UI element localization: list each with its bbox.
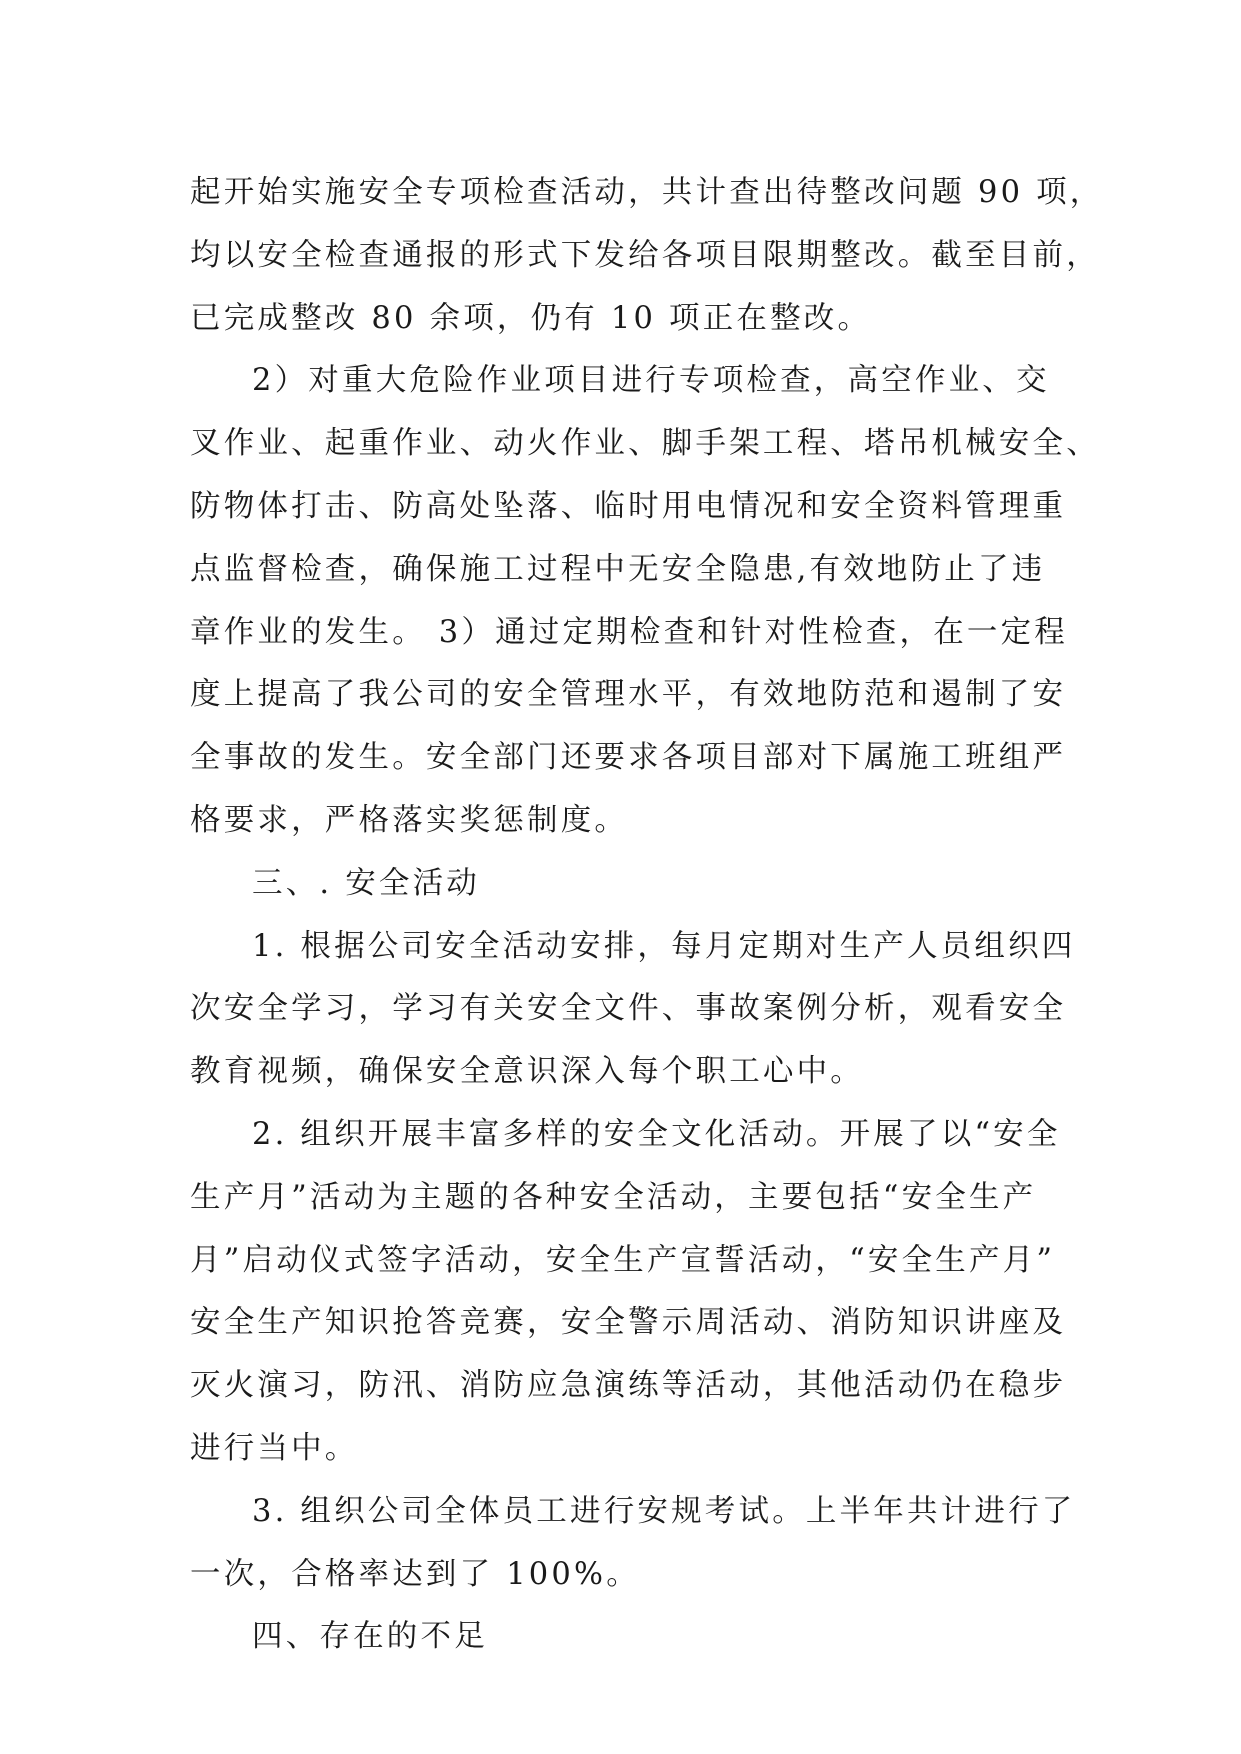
text-line: 生产月”活动为主题的各种安全活动，主要包括“安全生产 <box>190 1179 1037 1215</box>
text-line: 均以安全检查通报的形式下发给各项目限期整改。截至目前， <box>190 237 1100 273</box>
paragraph-start-line: 3. 组织公司全体员工进行安规考试。上半年共计进行了 <box>252 1493 1076 1529</box>
text-line: 灭火演习，防汛、消防应急演练等活动，其他活动仍在稳步 <box>190 1368 1067 1404</box>
document-body <box>190 162 1104 1669</box>
section-heading: 四、存在的不足 <box>252 1619 488 1655</box>
section-heading: 三、. 安全活动 <box>252 865 480 901</box>
text-line: 点监督检查，确保施工过程中无安全隐患,有效地防止了违 <box>190 551 1046 587</box>
text-line: 进行当中。 <box>190 1430 359 1466</box>
paragraph-start-line: 2）对重大危险作业项目进行专项检查，高空作业、交 <box>252 363 1050 399</box>
text-line: 安全生产知识抢答竞赛，安全警示周活动、消防知识讲座及 <box>190 1305 1067 1341</box>
paragraph-start-line: 2. 组织开展丰富多样的安全文化活动。开展了以“安全 <box>252 1116 1061 1152</box>
text-line: 防物体打击、防高处坠落、临时用电情况和安全资料管理重 <box>190 488 1067 524</box>
text-line: 全事故的发生。安全部门还要求各项目部对下属施工班组严 <box>190 740 1067 776</box>
text-line: 月”启动仪式签字活动，安全生产宣誓活动，“安全生产月” <box>190 1242 1056 1278</box>
text-line: 叉作业、起重作业、动火作业、脚手架工程、塔吊机械安全、 <box>190 426 1100 462</box>
text-line: 度上提高了我公司的安全管理水平，有效地防范和遏制了安 <box>190 677 1067 713</box>
text-line: 已完成整改 80 余项，仍有 10 项正在整改。 <box>190 300 872 336</box>
text-line: 起开始实施安全专项检查活动，共计查出待整改问题 90 项， <box>190 175 1104 210</box>
text-line: 教育视频，确保安全意识深入每个职工心中。 <box>190 1054 864 1090</box>
text-line: 次安全学习，学习有关安全文件、事故案例分析，观看安全 <box>190 991 1067 1027</box>
text-line: 格要求，严格落实奖惩制度。 <box>190 802 629 838</box>
text-line: 一次，合格率达到了 100%。 <box>190 1556 640 1592</box>
text-line: 章作业的发生。 3）通过定期检查和针对性检查，在一定程 <box>190 614 1068 650</box>
paragraph-start-line: 1. 根据公司安全活动安排，每月定期对生产人员组织四 <box>252 928 1076 964</box>
